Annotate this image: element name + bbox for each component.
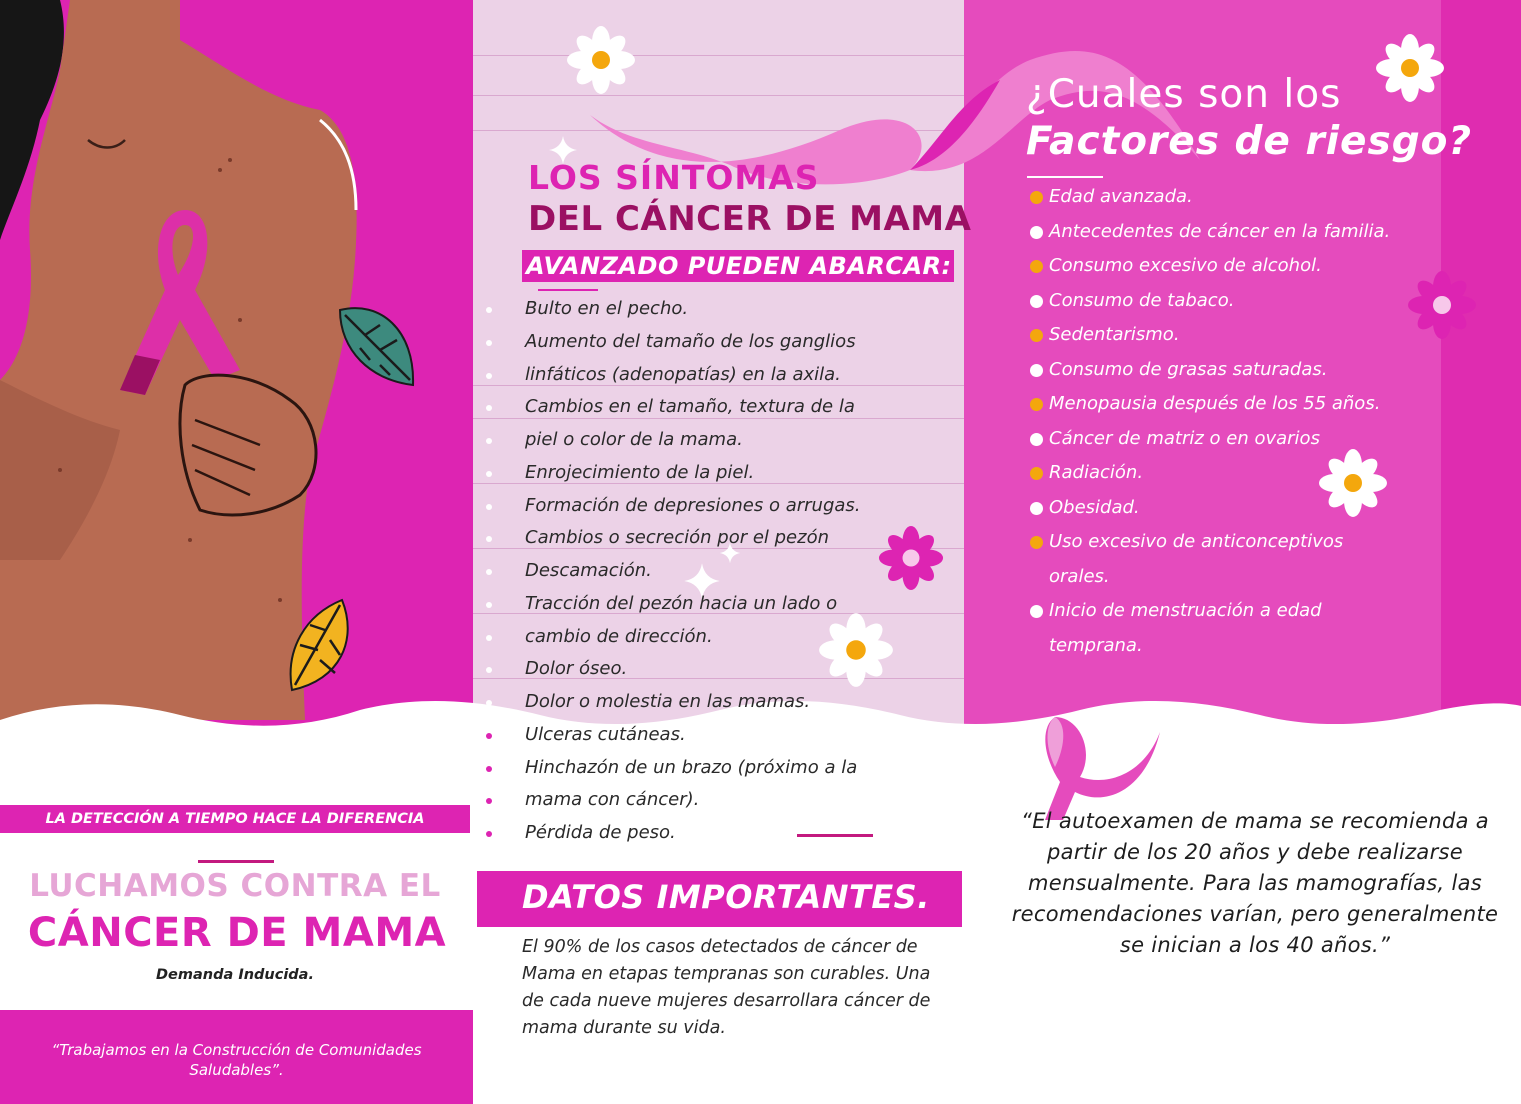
campaign-title-line1: LUCHAMOS CONTRA EL [29, 868, 441, 904]
list-item: Formación de depresiones o arrugas. [482, 490, 962, 523]
symptoms-title-line2: DEL CÁNCER DE MAMA [528, 199, 972, 239]
quote-text: “El autoexamen de mama se recomienda a partir de los 20 años y debe realizarse mensualmente. Para las mamografías, las recomendaciones varían, pero generalmente se inician a los 40 años.” [1011, 809, 1499, 957]
divider [1027, 176, 1103, 178]
list-item: Uso excesivo de anticonceptivos orales. [1028, 525, 1373, 594]
list-item: Ulceras cutáneas. [482, 719, 962, 752]
list-item: Cáncer de matriz o en ovarios [1028, 422, 1448, 457]
divider [198, 860, 274, 863]
list-item: Sedentarismo. [1028, 318, 1448, 353]
detection-banner: LA DETECCIÓN A TIEMPO HACE LA DIFERENCIA [0, 805, 470, 833]
list-item: Enrojecimiento de la piel. [482, 457, 962, 490]
list-item: Dolor o molestia en las mamas. [482, 686, 962, 719]
divider [797, 834, 873, 837]
list-item: piel o color de la mama. [482, 424, 962, 457]
flower-icon [566, 25, 636, 95]
risk-title: Factores de riesgo? [1026, 119, 1473, 164]
list-item: Descamación. [482, 555, 962, 588]
list-item: Cambios o secreción por el pezón [482, 522, 962, 555]
campaign-title-line2: CÁNCER DE MAMA [27, 910, 447, 956]
list-item: Bulto en el pecho. [482, 293, 962, 326]
list-item: Menopausia después de los 55 años. [1028, 387, 1448, 422]
list-item: Obesidad. [1028, 491, 1448, 526]
leaf-icon [280, 595, 360, 695]
list-item: Radiación. [1028, 456, 1448, 491]
list-item: Cambios en el tamaño, textura de la [482, 391, 962, 424]
list-item: Edad avanzada. [1028, 180, 1448, 215]
facts-title: DATOS IMPORTANTES. [522, 878, 930, 916]
risk-question: ¿Cuales son los [1026, 72, 1342, 117]
list-item: cambio de dirección. [482, 621, 962, 654]
list-item: Antecedentes de cáncer en la familia. [1028, 215, 1448, 250]
list-item: Tracción del pezón hacia un lado o [482, 588, 962, 621]
list-item: Dolor óseo. [482, 653, 962, 686]
list-item: Aumento del tamaño de los ganglios [482, 326, 962, 359]
list-item: Inicio de menstruación a edad temprana. [1028, 594, 1373, 663]
demand-subtitle: Demanda Inducida. [156, 967, 314, 983]
symptoms-title-line3: AVANZADO PUEDEN ABARCAR: [526, 252, 952, 280]
list-item: Consumo excesivo de alcohol. [1028, 249, 1448, 284]
slogan-text: “Trabajamos en la Construcción de Comunidades Saludables”. [51, 1041, 422, 1079]
divider [538, 289, 598, 291]
leaf-icon [335, 300, 425, 390]
list-item: linfáticos (adenopatías) en la axila. [482, 359, 962, 392]
right-stripe [1441, 0, 1521, 720]
list-item: Consumo de grasas saturadas. [1028, 353, 1448, 388]
list-item: mama con cáncer). [482, 784, 962, 817]
symptom-list [482, 293, 962, 850]
list-item: Pérdida de peso. [482, 817, 962, 850]
list-item: Consumo de tabaco. [1028, 284, 1448, 319]
facts-text: El 90% de los casos detectados de cáncer de Mama en etapas tempranas son curables. Una de cada nueve mujeres desarrollara cáncer de mama durante su vida. [522, 937, 931, 1038]
flower-icon [1375, 33, 1445, 103]
list-item: Hinchazón de un brazo (próximo a la [482, 752, 962, 785]
symptoms-title-line1: LOS SÍNTOMAS [528, 158, 820, 197]
risk-list [1028, 180, 1448, 663]
